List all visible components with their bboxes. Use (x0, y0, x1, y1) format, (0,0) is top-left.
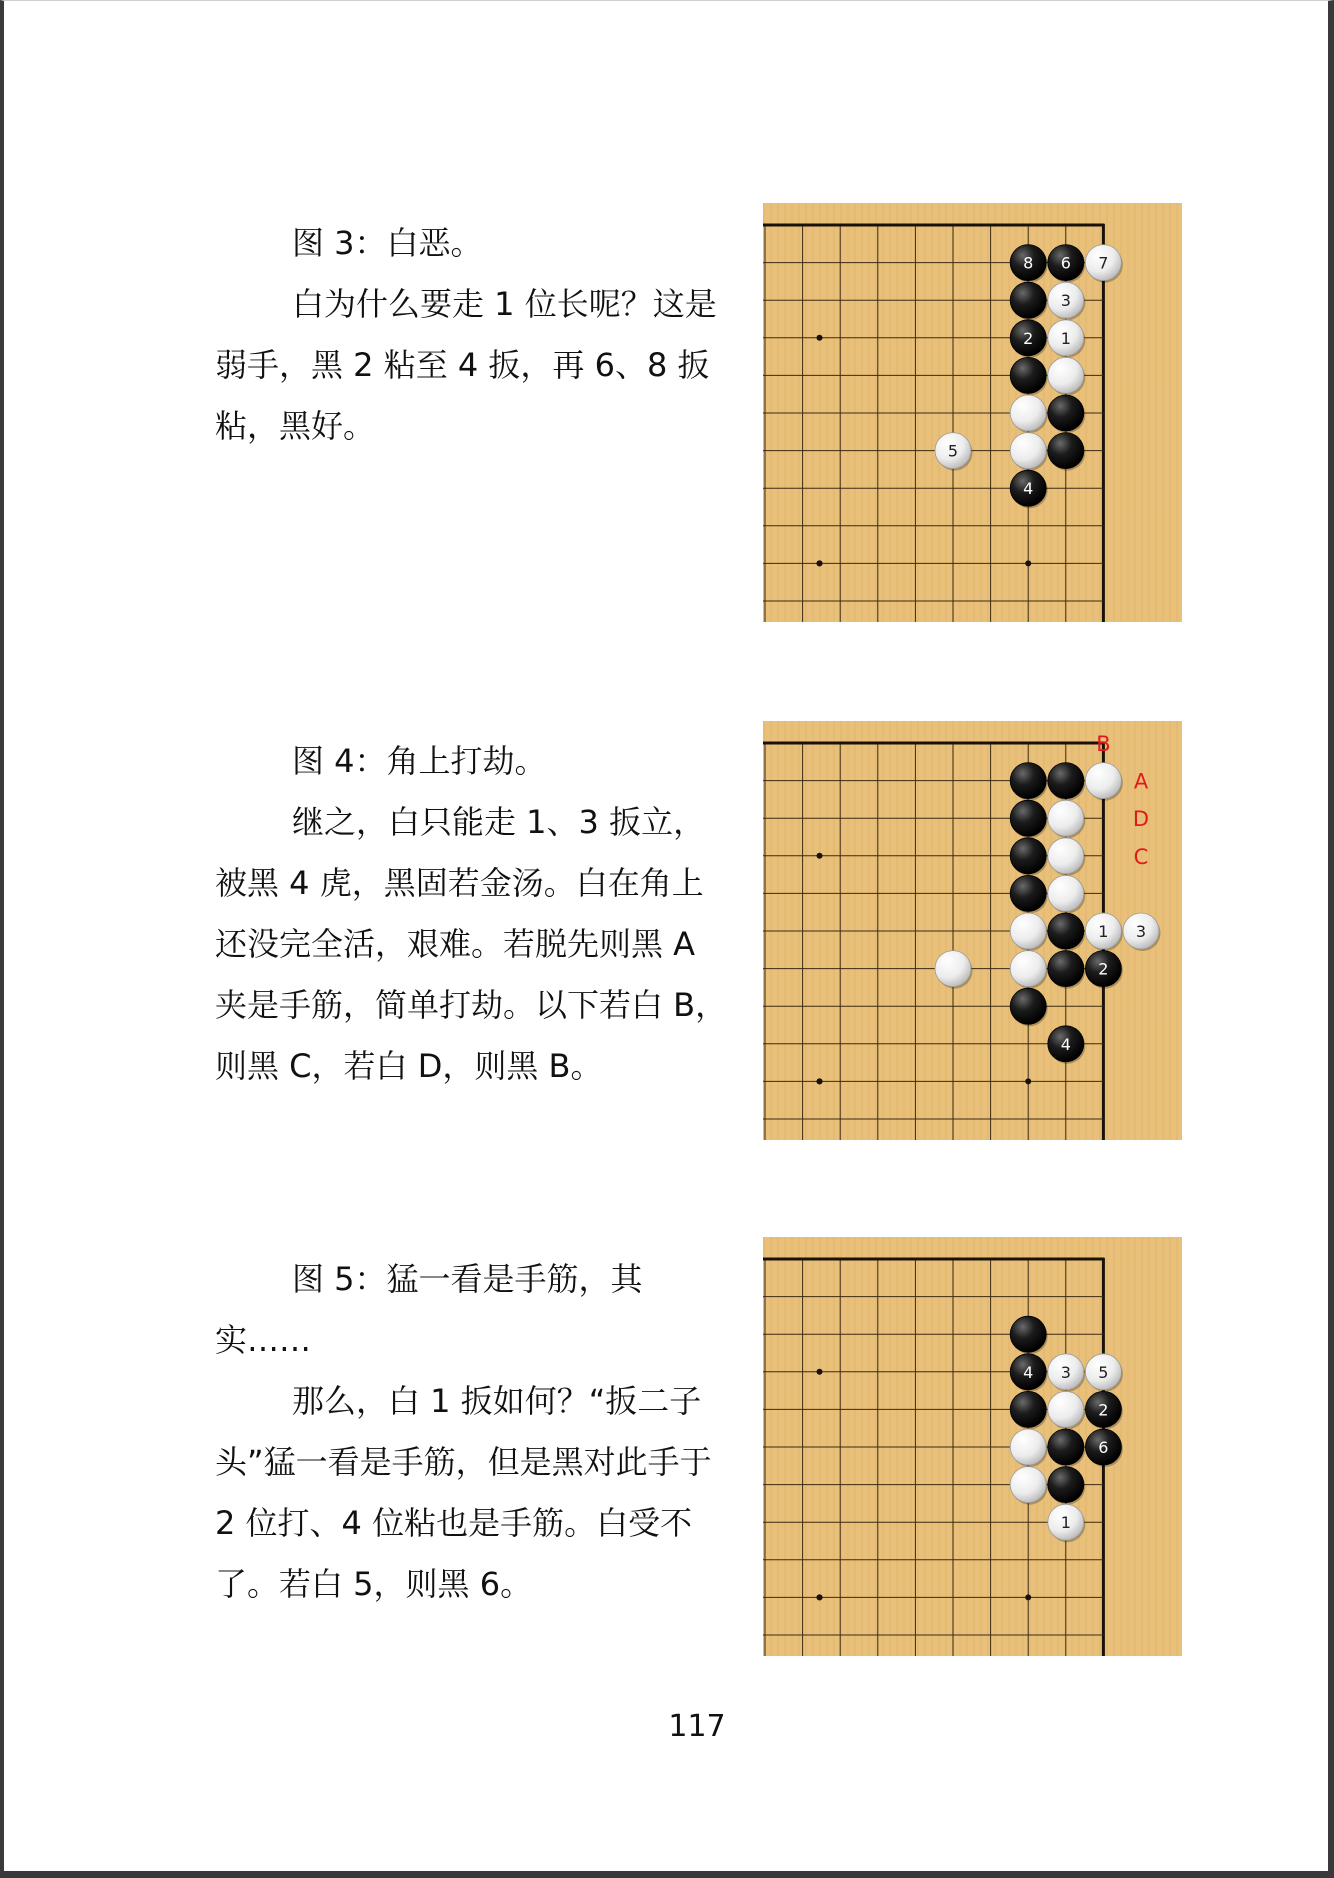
board-marker-C: C (1133, 844, 1149, 869)
figure-title-4: 图 4：角上打劫。 (292, 742, 547, 780)
figure-section-5 (4, 1237, 1324, 1677)
white-stone (1048, 320, 1086, 358)
figure-section-4 (4, 719, 1324, 1159)
white-stone (1010, 913, 1047, 951)
black-stone (1048, 1026, 1086, 1064)
white-stone (1010, 395, 1047, 433)
black-stone (1048, 951, 1086, 989)
black-stone (1085, 951, 1123, 989)
figure-text-3: 白为什么要走 1 位长呢？这是弱手，黑 2 粘至 4 扳，再 6、8 扳粘，黑好。 (215, 285, 717, 445)
white-stone (1010, 1429, 1047, 1467)
figure-section-3 (4, 201, 1324, 641)
black-stone (1010, 320, 1047, 358)
figure-title-5: 图 5：猛一看是手筋，其实…… (215, 1260, 643, 1359)
white-stone (1048, 800, 1086, 838)
board-svg (763, 1237, 1182, 1656)
go-board-3 (763, 203, 1182, 622)
figure-caption-4 (215, 731, 735, 1097)
stone-number: 2 (1098, 1400, 1109, 1420)
black-stone (1010, 875, 1047, 913)
black-stone (1010, 1391, 1047, 1429)
white-stone (1085, 1354, 1123, 1392)
stone-number: 3 (1060, 1362, 1071, 1382)
black-stone (1010, 357, 1047, 395)
stone-number: 1 (1098, 922, 1109, 941)
black-stone (1085, 1429, 1123, 1467)
black-stone (1010, 1354, 1047, 1392)
black-stone (1048, 245, 1086, 283)
white-stone (935, 433, 973, 471)
black-stone (1010, 282, 1047, 320)
black-stone (1048, 1429, 1086, 1467)
stone-number: 6 (1060, 253, 1071, 273)
go-board-5 (763, 1237, 1182, 1656)
stone-number: 2 (1098, 959, 1109, 979)
white-stone (1010, 1467, 1047, 1505)
black-stone (1010, 838, 1047, 876)
go-board-4 (763, 721, 1182, 1140)
figure-caption-3 (215, 213, 735, 457)
stone-number: 5 (1098, 1362, 1109, 1382)
figure-caption-5 (215, 1249, 735, 1615)
white-stone (1048, 838, 1086, 876)
board-marker-D: D (1132, 807, 1150, 832)
stone-number: 5 (947, 441, 959, 461)
white-stone (1048, 1391, 1086, 1429)
stone-number: 4 (1023, 1362, 1034, 1382)
page-number: 117 (668, 1709, 726, 1744)
black-stone (1048, 913, 1086, 951)
stone-number: 2 (1023, 328, 1034, 348)
figure-text-5: 那么，白 1 扳如何？“扳二子头”猛一看是手筋，但是黑对此手于 2 位打、4 位粘也是手筋。白受不了。若白 5，则黑 6。 (215, 1382, 712, 1603)
stone-number: 1 (1060, 328, 1071, 348)
board-svg (763, 721, 1182, 1140)
white-stone (1010, 433, 1047, 471)
board-marker-A: A (1133, 769, 1149, 794)
stone-number: 8 (1023, 253, 1034, 273)
white-stone (1085, 245, 1123, 283)
black-stone (1048, 763, 1086, 801)
black-stone (1085, 1391, 1123, 1429)
white-stone (1048, 357, 1086, 395)
stone-number: 3 (1060, 291, 1071, 311)
board-marker-B: B (1096, 732, 1111, 756)
stone-number: 6 (1098, 1438, 1109, 1457)
white-stone (1123, 913, 1161, 951)
black-stone (1010, 763, 1047, 801)
board-svg (763, 203, 1182, 622)
black-stone (1010, 245, 1047, 283)
black-stone (1048, 433, 1086, 471)
white-stone (1048, 282, 1086, 320)
white-stone (1085, 913, 1123, 951)
figure-title-3: 图 3：白恶。 (292, 224, 483, 262)
black-stone (1010, 988, 1047, 1026)
stone-number: 4 (1023, 479, 1034, 499)
white-stone (1010, 951, 1047, 989)
white-stone (1048, 1354, 1086, 1392)
figure-text-4: 继之，白只能走 1、3 扳立，被黑 4 虎，黑固若金汤。白在角上还没完全活，艰难。若脱先则黑 A 夹是手筋，简单打劫。以下若白 B，则黑 C，若白 D，则黑 B。 (215, 803, 728, 1085)
white-stone (935, 951, 973, 989)
white-stone (1048, 1504, 1086, 1542)
black-stone (1010, 800, 1047, 838)
white-stone (1048, 875, 1086, 913)
black-stone (1010, 1316, 1047, 1354)
stone-number: 4 (1060, 1034, 1071, 1054)
white-stone (1085, 763, 1123, 801)
black-stone (1048, 1467, 1086, 1505)
stone-number: 3 (1135, 922, 1147, 941)
black-stone (1010, 470, 1047, 508)
stone-number: 7 (1098, 253, 1109, 273)
stone-number: 1 (1060, 1513, 1071, 1533)
black-stone (1048, 395, 1086, 433)
